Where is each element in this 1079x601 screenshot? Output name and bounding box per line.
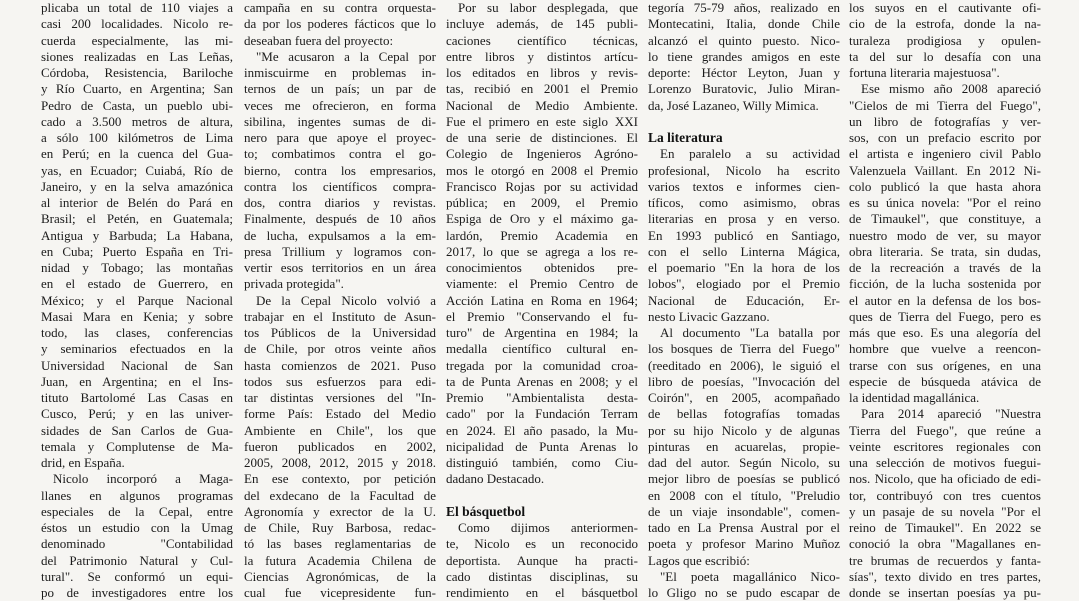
text-line: Finalmente, después de 10 años — [244, 211, 436, 227]
text-line: "Me acusaron a la Cepal por — [256, 48, 436, 64]
text-line: dad del autor. Según Nicolo, su — [648, 455, 840, 470]
text-line: pública; en 2009, el Premio — [446, 195, 638, 210]
text-line: tó las bases reglamentarias de — [244, 536, 436, 552]
text-line: Masai Mara en Kenia; y sobre — [41, 308, 233, 324]
text-line: el Premio "Conservando el fu- — [446, 308, 638, 324]
text-line: Tierra del Fuego", que reúne a — [849, 422, 1041, 438]
text-line: Antigua y Barbuda; La Habana, — [41, 227, 233, 243]
text-line: rendimiento en el básquetbol — [446, 585, 638, 600]
text-line: cio de la estrofa, donde la na- — [849, 16, 1041, 32]
text-line: varios textos e informes cien- — [648, 178, 840, 194]
text-line: vertir esos territorios en un área — [244, 260, 436, 275]
text-line: obra literaria. Se trata, sin dudas, — [849, 243, 1041, 259]
text-line: de bellas fotografías tomadas — [648, 406, 840, 422]
text-line: tre brumas de recuerdos y fanta- — [849, 552, 1041, 568]
text-line: y Río Cuarto, en Argentina; San — [41, 81, 233, 97]
text-line: por su hijo Nicolo y de algunas — [648, 422, 840, 438]
text-line: inmiscuirme en problemas in- — [244, 65, 436, 80]
text-line: y seminarios efectuados en la — [41, 341, 233, 357]
text-line: más que eso. Es una alegoría del — [849, 325, 1041, 340]
text-line: campaña en su contra orquesta- — [244, 0, 436, 15]
text-line: libro de poesías, "Invocación del — [648, 373, 840, 389]
text-line: trabajar en el Instituto de Asun- — [244, 308, 436, 324]
text-line: lardón, Premio Academia en — [446, 227, 638, 243]
paragraph — [849, 81, 1041, 406]
text-line: ternos de un país; un par de — [244, 81, 436, 97]
paragraph — [446, 0, 638, 488]
text-line: lobos", elogiado por el Premio — [648, 276, 840, 292]
text-line: en 2024. El año pasado, la Mu- — [446, 422, 638, 438]
text-line: deportista. Aunque ha practi- — [446, 552, 638, 568]
text-line: drid, en España. — [41, 455, 125, 470]
text-line: po de investigadores entre los — [41, 585, 233, 600]
text-line: Universidad Nacional de San — [41, 357, 233, 373]
text-line: bierno, contra los empresarios, — [244, 162, 436, 178]
text-line: todos sus esfuerzos para edi- — [244, 373, 436, 389]
text-line: dos, contra diarios y revistas. — [244, 195, 436, 210]
paragraph — [849, 406, 1041, 601]
text-line: Fue el primero en este siglo XXI — [446, 113, 638, 129]
text-line: la futura Academia Chilena de — [244, 552, 436, 568]
text-line: colo publicó la que hasta ahora — [849, 178, 1041, 194]
text-line: Córdoba, Resistencia, Bariloche — [41, 65, 233, 80]
text-line: Brasil; el Petén, en Guatemala; — [41, 211, 233, 227]
text-line: en Cuba; Puerto España en Tri- — [41, 243, 233, 259]
text-line: forme País: Estado del Medio — [244, 406, 436, 422]
text-line: "Cielos de mi Tierra del Fuego", — [849, 97, 1041, 113]
text-line: Juan, en Argentina; en el Ins- — [41, 373, 233, 389]
text-line: donde se insertan poesías ya pu- — [849, 585, 1041, 600]
text-line: lo tiene grandes amigos en este — [648, 48, 840, 64]
text-line: la identidad magallánica. — [849, 390, 980, 405]
text-line: Como dijimos anteriormen- — [458, 520, 638, 535]
paragraph — [648, 569, 840, 601]
paragraph — [648, 325, 840, 569]
text-line: el autor en la defensa de los bos- — [849, 292, 1041, 308]
text-line: En ese contexto, por petición — [244, 471, 436, 487]
paragraph — [41, 0, 233, 471]
text-line: tregada por la comunidad croa- — [446, 357, 638, 373]
text-line: sías", texto divido en tres partes, — [849, 568, 1041, 584]
text-line: literarias en prosa y en verso. — [648, 211, 840, 227]
text-line: Nicolo incorporó a Maga- — [53, 471, 233, 487]
text-line: al interior de Belén do Pará en — [41, 195, 233, 210]
paragraph — [648, 146, 840, 325]
text-line: en el estado de Guerrero, en — [41, 276, 233, 292]
text-line: Ambiente en Chile", los que — [244, 422, 436, 438]
text-line: Montecatini, Italia, donde Chile — [648, 16, 840, 32]
article-column — [849, 0, 1041, 601]
text-line: denominado "Contabilidad — [41, 536, 233, 552]
text-line: nesto Livacic Gazzano. — [648, 308, 770, 324]
text-line: dadano Destacado. — [446, 471, 545, 487]
text-line: lo Gligo no se pudo escapar de — [648, 585, 840, 600]
text-line: tíficos, como asimismo, obras — [648, 195, 840, 210]
text-line: Janeiro, y en la selva amazónica — [41, 178, 233, 194]
text-line: turaleza prodigiosa y opulen- — [849, 32, 1041, 48]
article-column — [244, 0, 436, 601]
paragraph — [244, 293, 436, 601]
text-line: ques de Tierra del Fuego, pero es — [849, 308, 1041, 324]
text-line: es su única novela: "Por el reino — [849, 195, 1041, 210]
paragraph — [244, 49, 436, 293]
text-line: da, José Lazaneo, Willy Mimica. — [648, 97, 819, 113]
text-line: veces me ofrecieron, en forma — [244, 97, 436, 113]
text-line: "El poeta magallánico Nico- — [660, 568, 840, 584]
text-line: Agronomía y exrector de la U. — [244, 503, 436, 519]
text-line: conoció la obra "Magallanes en- — [849, 536, 1041, 552]
text-line: especie de búsqueda atávica de — [849, 373, 1041, 389]
text-line: distinguió también, como Ciu- — [446, 455, 638, 470]
text-line: Colegio de Ingenieros Agróno- — [446, 146, 638, 162]
section-heading: La literatura — [648, 130, 723, 145]
text-line: nos. Nicolo, que ha oficiado de edi- — [849, 471, 1041, 487]
text-line: México; y el Parque Nacional — [41, 292, 233, 308]
text-line: viamente: el Premio Centro de — [446, 276, 638, 292]
text-line: Ese mismo año 2008 apareció — [861, 81, 1041, 97]
text-line: alcanzó el quinto puesto. Nico- — [648, 32, 840, 48]
text-line: nuestro modo de ver, su mayor — [849, 227, 1041, 243]
text-line: del exdecano de la Facultad de — [244, 487, 436, 503]
text-line: los editados en libros y revis- — [446, 65, 638, 80]
text-line: en 2008 con el título, "Preludio — [648, 487, 840, 503]
text-line: 2017, lo que se agrega a los re- — [446, 243, 638, 259]
paragraph — [244, 0, 436, 49]
text-line: da por los poderes fácticos que lo — [244, 16, 436, 32]
text-line: Cusco, Perú; y en las univer- — [41, 406, 233, 422]
text-line: cado distintas disciplinas, su — [446, 568, 638, 584]
text-line: En 1993 publicó en Santiago, — [648, 227, 840, 243]
text-line: tas, recibió en 2001 el Premio — [446, 81, 638, 97]
text-line: 2005, 2008, 2012, 2015 y 2018. — [244, 455, 436, 470]
text-line: del Patrimonio Natural y Cul- — [41, 552, 233, 568]
paragraph — [849, 0, 1041, 81]
text-line: tado en La Prensa Austral por el — [648, 520, 840, 535]
text-line: cado a 3.500 metros de altura, — [41, 113, 233, 129]
text-line: entre libros y distintos artícu- — [446, 48, 638, 64]
text-line: profesional, Nicolo ha escrito — [648, 162, 840, 178]
text-line: llanes en algunos programas — [41, 487, 233, 503]
text-line: tituto Bartolomé Las Casas en — [41, 390, 233, 405]
text-line: privada protegida". — [244, 276, 344, 292]
text-line: (reeditado en 2006), le siguió el — [648, 357, 840, 373]
text-line: Para 2014 apareció "Nuestra — [861, 406, 1041, 422]
text-line: ta del sur lo desafía con una — [849, 48, 1041, 64]
paragraph — [446, 520, 638, 601]
text-line: tural". Se conformó un equi- — [41, 568, 233, 584]
text-line: to; combatimos contra el go- — [244, 146, 436, 162]
text-line: todo, las clases, conferencias — [41, 325, 233, 340]
text-line: incluye además, de 145 publi- — [446, 16, 638, 32]
text-line: En paralelo a su actividad — [660, 146, 840, 162]
text-line: nero para que apoye el proyec- — [244, 130, 436, 145]
text-line: un libro de fotografías y ver- — [849, 113, 1041, 129]
text-line: Por su labor desplegada, que — [458, 0, 638, 15]
text-line: Lagos que escribió: — [648, 552, 750, 568]
text-line: contra los científicos compra- — [244, 178, 436, 194]
text-line: de un viaje insondable", comen- — [648, 503, 840, 519]
text-line: el poemario "En la hora de los — [648, 260, 840, 275]
text-line: Francisco Rojas por su actividad — [446, 178, 638, 194]
text-line: deseaban fuera del proyecto: — [244, 32, 394, 48]
text-line: sidades de San Carlos de Gua- — [41, 422, 233, 438]
text-line: Lorenzo Buratovic, Julio Miran- — [648, 81, 840, 97]
text-line: pinturas en acuarelas, propie- — [648, 438, 840, 454]
text-line: nicipalidad de Punta Arenas lo — [446, 438, 638, 454]
text-line: conocimientos obtenidos pre- — [446, 260, 638, 275]
text-line: temala y Complutense de Ma- — [41, 438, 233, 454]
text-line: presa Trillium y logramos con- — [244, 243, 436, 259]
text-line: nidad y Tobago; las montañas — [41, 260, 233, 275]
text-line: te, Nicolo es un reconocido — [446, 536, 638, 552]
text-line: sibilina, ingentes sumas de di- — [244, 113, 436, 129]
text-line: mejor libro de poesías se publicó — [648, 471, 840, 487]
text-line: Espiga de Oro y el máximo ga- — [446, 211, 638, 227]
text-line: de Chile, Ruy Barbosa, redac- — [244, 520, 436, 535]
text-line: Pedro de Casta, un pueblo ubi- — [41, 97, 233, 113]
text-line: De la Cepal Nicolo volvió a — [256, 292, 436, 308]
text-line: casi 200 localidades. Nicolo re- — [41, 16, 233, 32]
text-line: de una serie de distinciones. El — [446, 130, 638, 145]
text-line: hasta comienzos de 2021. Puso — [244, 357, 436, 373]
text-line: Nacional de Educación, Er- — [648, 292, 840, 308]
text-line: cado" por la Fundación Terram — [446, 406, 638, 422]
text-line: hombre que vuelve a reencon- — [849, 341, 1041, 357]
text-line: de Chile, por otros veinte años — [244, 341, 436, 357]
text-line: Ciencias Agronómicas, de la — [244, 568, 436, 584]
text-line: el artista e ingeniero civil Pablo — [849, 146, 1041, 162]
text-line: tar distintas versiones del "In- — [244, 390, 436, 405]
text-line: reino de Timaukel". En 2022 se — [849, 520, 1041, 535]
text-line: sos, con un prefacio escrito por — [849, 130, 1041, 145]
text-line: turo" de Argentina en 1984; la — [446, 325, 638, 340]
text-line: Coirón", en 2005, acompañado — [648, 390, 840, 405]
text-line: veinte escritores regionales con — [849, 438, 1041, 454]
text-line: yas, en Ecuador; Cuiabá, Río de — [41, 162, 233, 178]
text-line: fortuna literaria majestuosa". — [849, 65, 1000, 80]
text-line: en Perú; en la cuenca del Gua- — [41, 146, 233, 162]
article-column — [41, 0, 233, 601]
text-line: tos Públicos de la Universidad — [244, 325, 436, 340]
text-line: deporte: Héctor Leyton, Juan y — [648, 65, 840, 80]
text-line: de lucha, expulsamos a la em- — [244, 227, 436, 243]
section-heading: El básquetbol — [446, 503, 526, 519]
text-line: una selección de motivos fuegui- — [849, 455, 1041, 470]
text-line: y un pasaje de su novela "Por el — [849, 503, 1041, 519]
text-line: especiales de la Cepal, entre — [41, 503, 233, 519]
text-line: con el sello Linterna Mágica, — [648, 243, 840, 259]
text-line: tor, contribuyó con tres cuentos — [849, 487, 1041, 503]
text-line: Al documento "La batalla por — [660, 325, 840, 340]
text-line: Acción Latina en Roma en 1964; — [446, 292, 638, 308]
text-line: Nacional de Medio Ambiente. — [446, 97, 638, 113]
text-line: cual fue vicepresidente fun- — [244, 585, 436, 600]
text-line: trarse con sus orígenes, en una — [849, 357, 1041, 373]
text-line: a sólo 100 kilómetros de Lima — [41, 130, 233, 145]
text-line: medalla científico cultural en- — [446, 341, 638, 357]
text-line: cuerda especialmente, las mi- — [41, 32, 233, 48]
text-line: los bosques de Tierra del Fuego" — [648, 341, 840, 357]
article-column — [648, 0, 840, 601]
text-line: poeta y profesor Marino Muñoz — [648, 536, 840, 552]
text-line: ta de Punta Arenas en 2008; y el — [446, 373, 638, 389]
text-line: Valenzuela Vaillant. En 2012 Ni- — [849, 162, 1041, 178]
text-line: tegoría 75-79 años, realizado en — [648, 0, 840, 15]
paragraph — [648, 0, 840, 114]
text-line: los suyos en el cautivante ofi- — [849, 0, 1041, 15]
text-line: de la recreación a través de la — [849, 260, 1041, 275]
paragraph — [41, 471, 233, 601]
text-line: fueron publicados en 2002, — [244, 438, 436, 454]
text-line: mos le otorgó en 2008 el Premio — [446, 162, 638, 178]
text-line: Premio "Ambientalista desta- — [446, 390, 638, 405]
text-line: plicaba un total de 110 viajes a — [41, 0, 233, 15]
text-line: siones realizadas en Las Leñas, — [41, 48, 233, 64]
text-line: éstos un estudio con la Umag — [41, 520, 233, 535]
text-line: caciones científico técnicas, — [446, 32, 638, 48]
text-line: ficción, de la lucha sostenida por — [849, 276, 1041, 292]
text-line: de Timaukel", que constituye, a — [849, 211, 1041, 227]
article-column — [446, 0, 638, 601]
